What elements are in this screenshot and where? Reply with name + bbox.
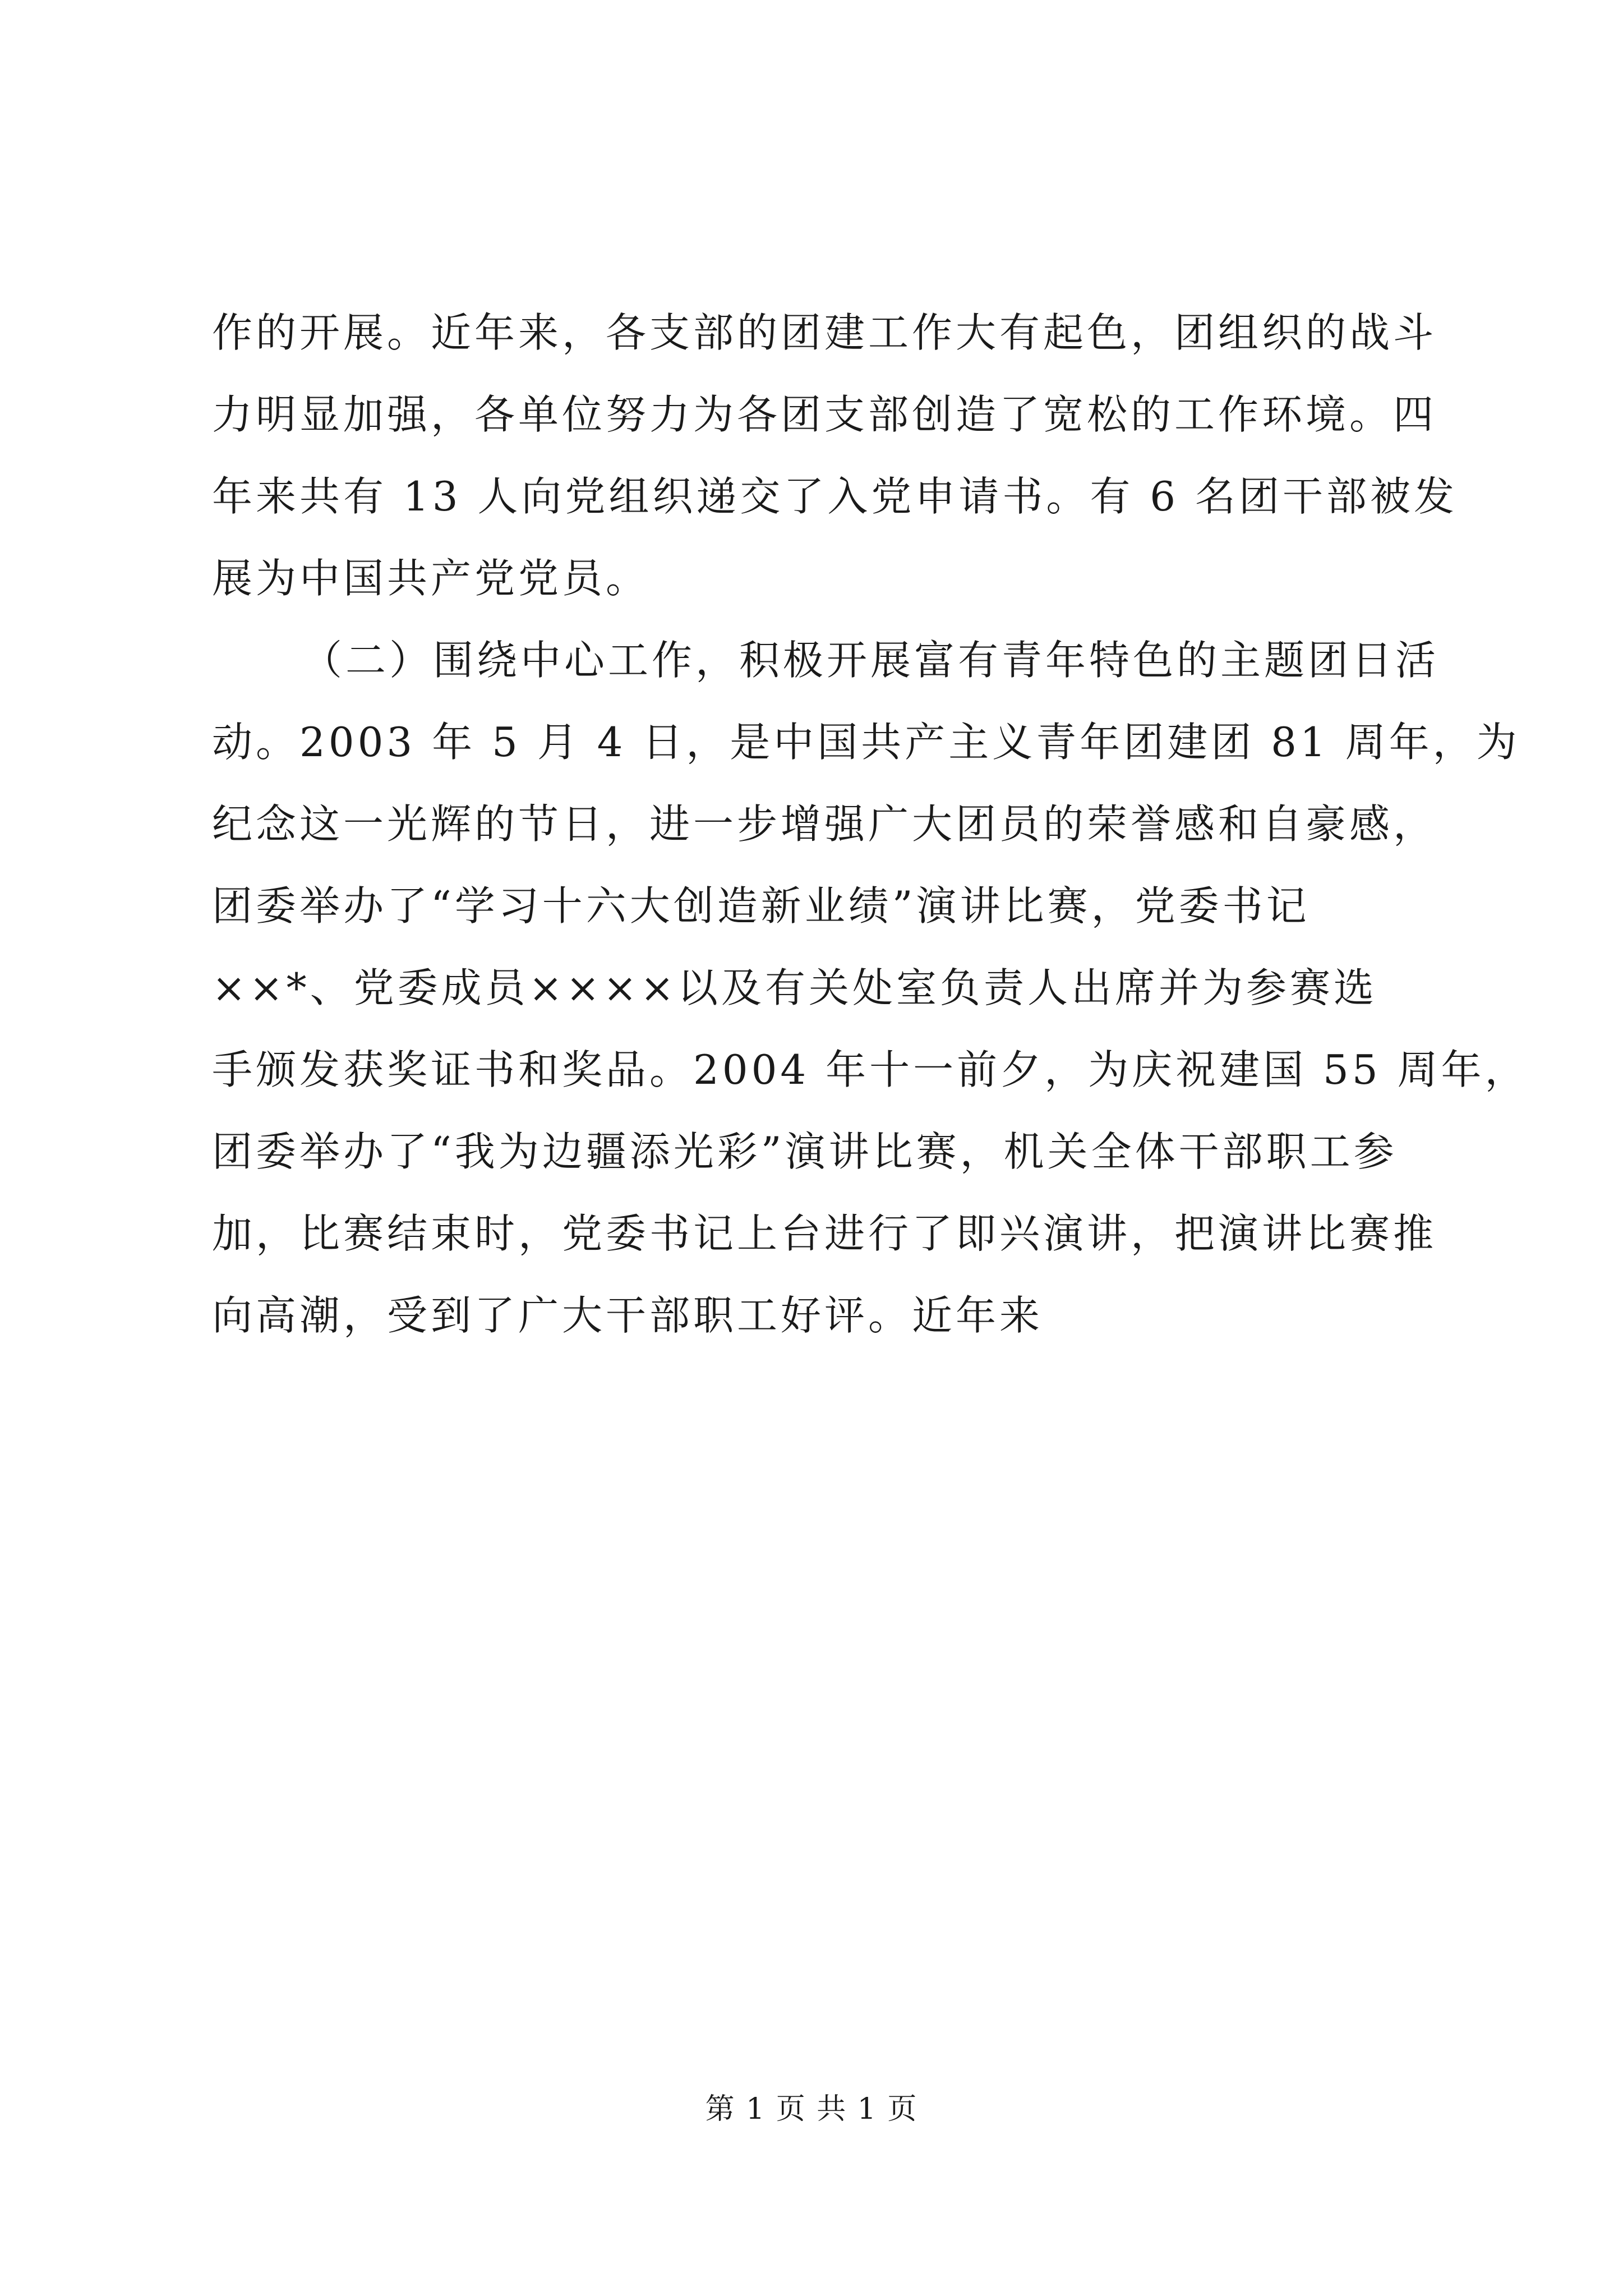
text-line: 作的开展。近年来，各支部的团建工作大有起色，团组织的战斗 [212, 309, 1437, 356]
text-line: 向高潮，受到了广大干部职工好评。近年来 [212, 1292, 1044, 1339]
text-line: 展为中国共产党党员。 [212, 555, 650, 602]
page-number-footer: 第 1 页 共 1 页 [705, 2092, 918, 2126]
paragraph-1 [212, 292, 1458, 619]
text-line: 纪念这一光辉的节日，进一步增强广大团员的荣誉感和自豪感， [212, 800, 1437, 848]
text-line: 加，比赛结束时，党委书记上台进行了即兴演讲，把演讲比赛推 [212, 1210, 1437, 1257]
text-line: 年来共有 13 人向党组织递交了入党申请书。有 6 名团干部被发 [212, 473, 1458, 520]
text-line: 力明显加强，各单位努力为各团支部创造了宽松的工作环境。四 [212, 391, 1437, 438]
text-line: 手颁发获奖证书和奖品。2004 年十一前夕，为庆祝建国 55 周年， [212, 1046, 1529, 1093]
text-line: （二）围绕中心工作，积极开展富有青年特色的主题团日活 [302, 637, 1440, 684]
text-line: 团委举办了“我为边疆添光彩”演讲比赛，机关全体干部职工参 [212, 1128, 1398, 1175]
document-body [212, 292, 1529, 1356]
text-line: 动。2003 年 5 月 4 日，是中国共产主义青年团建团 81 周年，为 [212, 719, 1520, 766]
paragraph-2 [212, 619, 1529, 1356]
text-line: ××*、党委成员××××以及有关处室负责人出席并为参赛选 [212, 964, 1377, 1011]
text-line: 团委举办了“学习十六大创造新业绩”演讲比赛，党委书记 [212, 882, 1310, 930]
